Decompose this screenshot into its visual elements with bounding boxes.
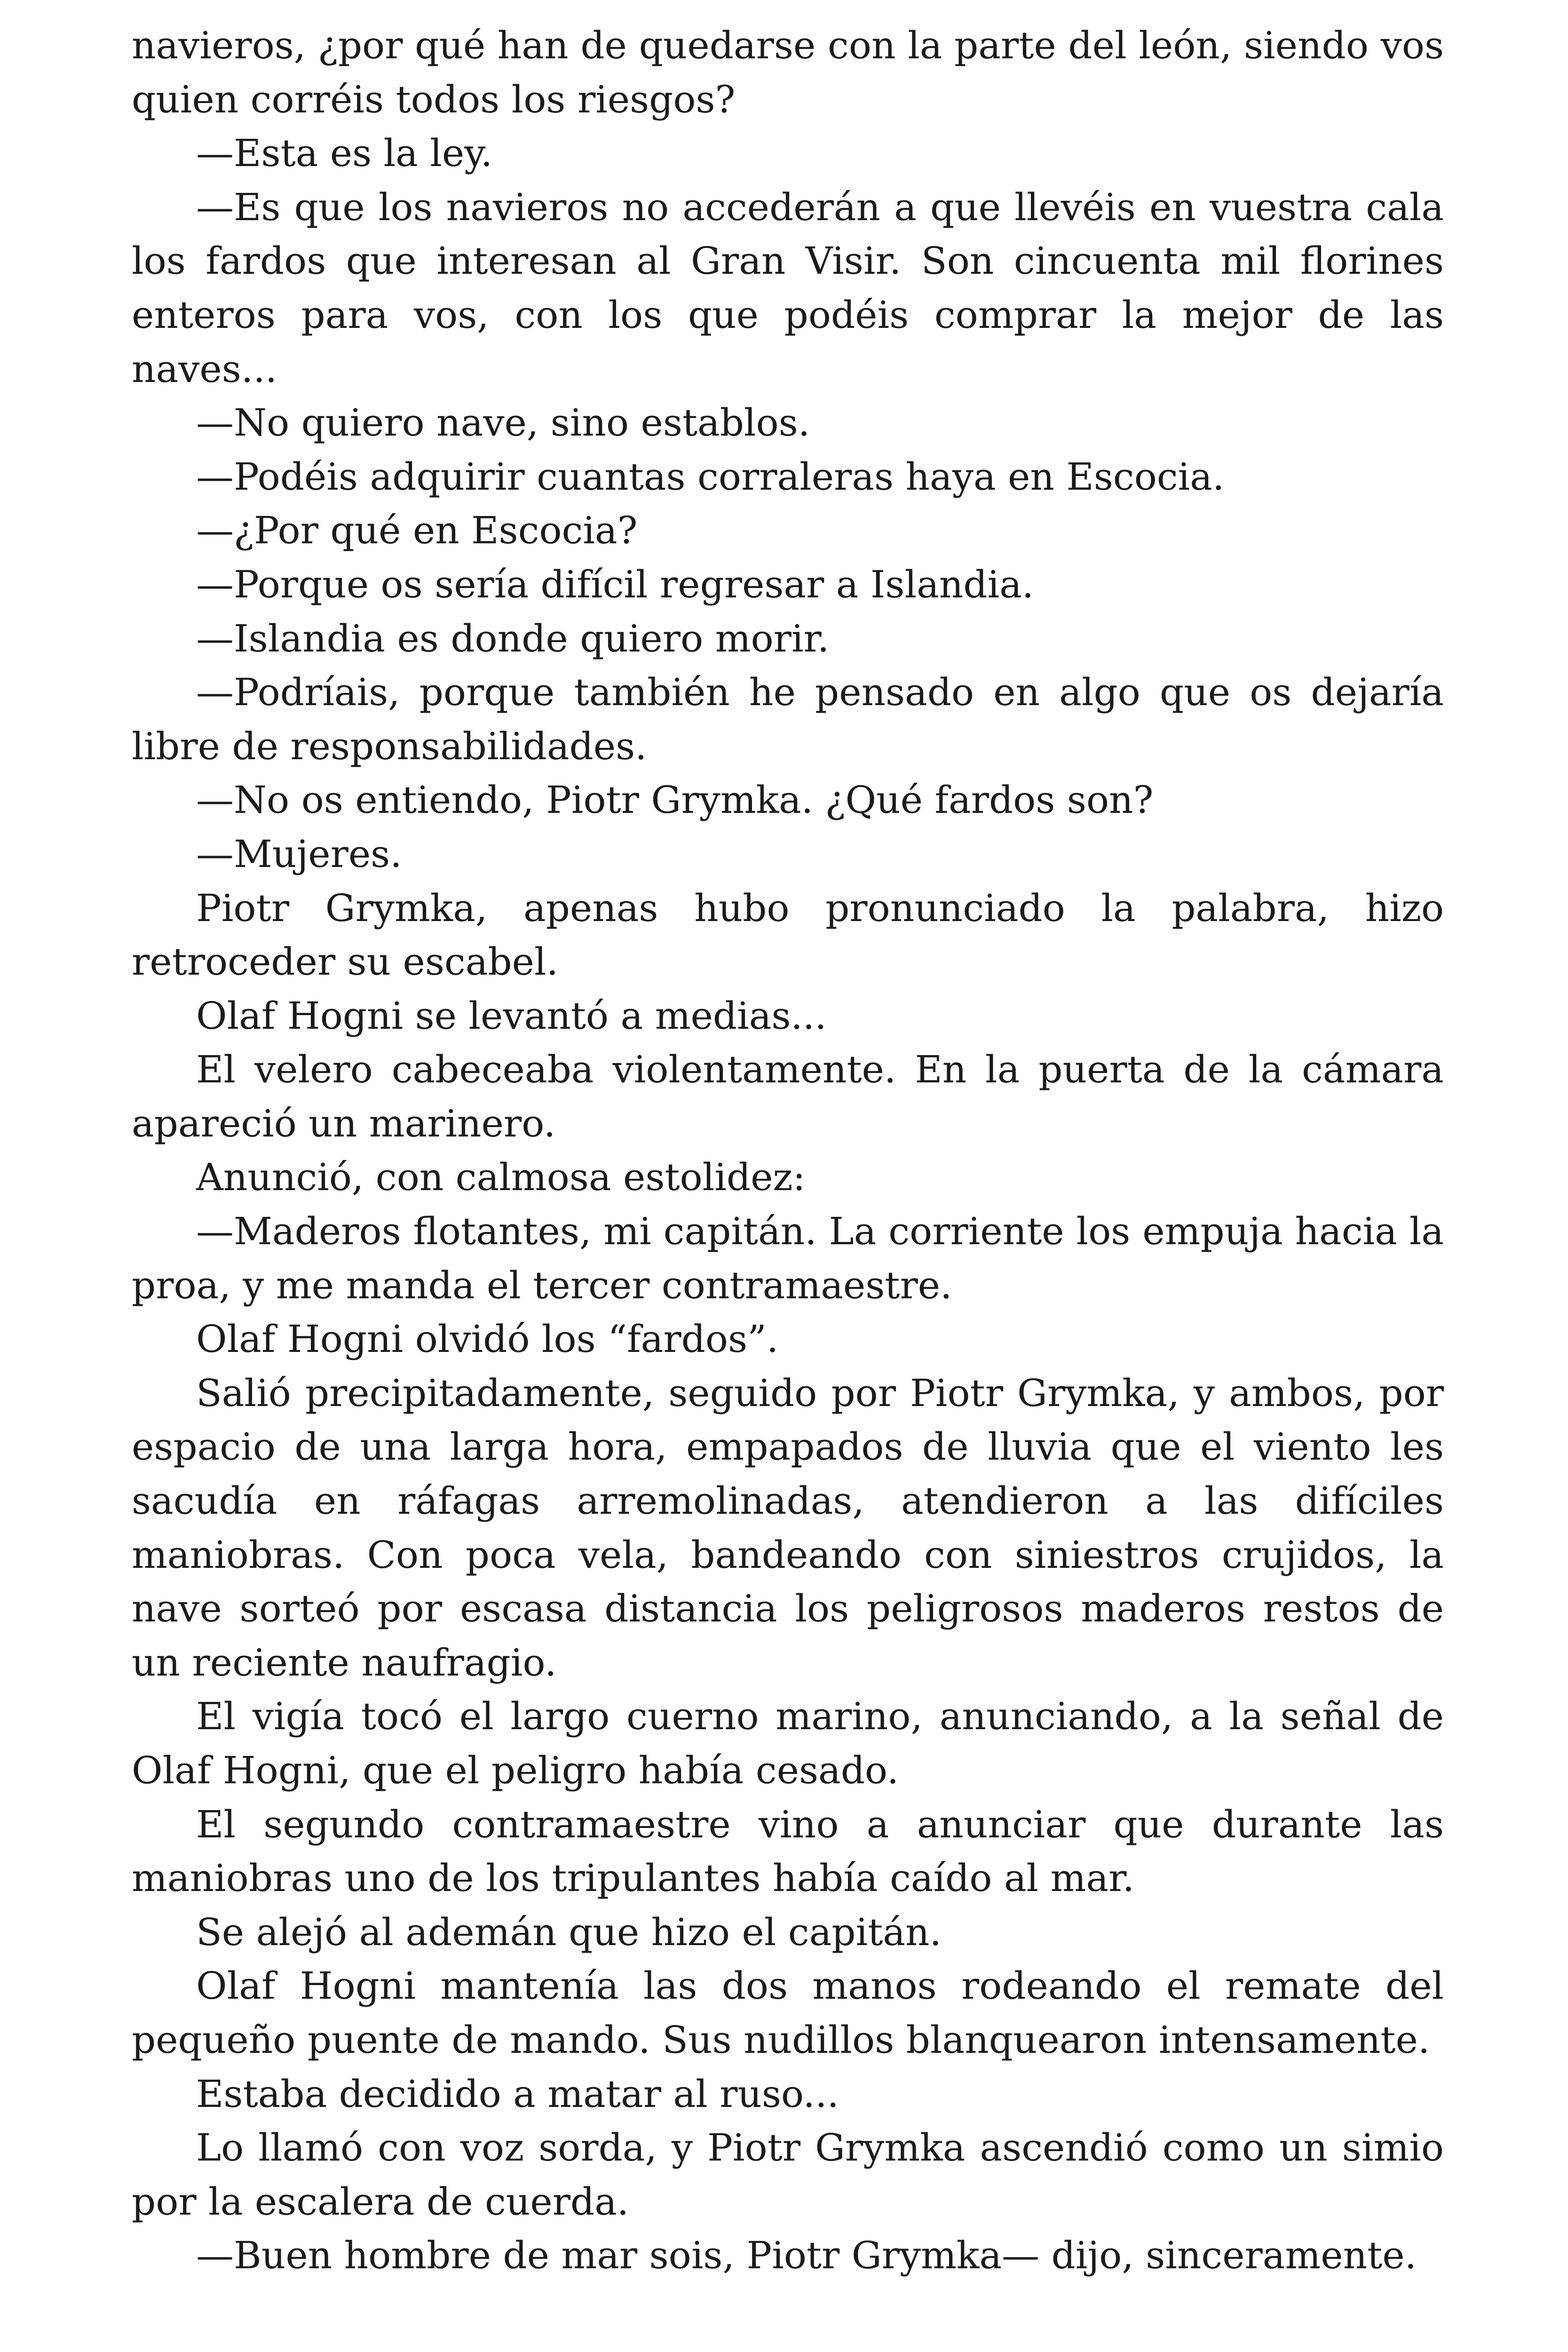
- paragraph: Salió precipitadamente, seguido por Piotr Grymka, y ambos, por espacio de una larga hora, empapados de lluvia que el viento les sacudía en ráfagas arremolinadas, atendieron a las difíciles maniobras. Con poca vela, bandeando con siniestros crujidos, la nave sorteó por escasa distancia los peligrosos maderos restos de un reciente naufragio.: [132, 1371, 1444, 1685]
- paragraph: —Es que los navieros no accederán a que llevéis en vuestra cala los fardos que interesan al Gran Visir. Son cincuenta mil florines enteros para vos, con los que podéis comprar la mejor de las naves...: [132, 185, 1444, 391]
- paragraph-continuation: navieros, ¿por qué han de quedarse con la parte del león, siendo vos quien corréis todos los riesgos?: [132, 24, 1444, 121]
- paragraph: Olaf Hogni olvidó los “fardos”.: [196, 1317, 779, 1361]
- paragraph: Se alejó al ademán que hizo el capitán.: [196, 1910, 942, 1954]
- paragraph: Piotr Grymka, apenas hubo pronunciado la palabra, hizo retroceder su escabel.: [132, 886, 1444, 984]
- paragraph: —No os entiendo, Piotr Grymka. ¿Qué fardos son?: [196, 778, 1154, 822]
- paragraph: Olaf Hogni mantenía las dos manos rodeando el remate del pequeño puente de mando. Sus nudillos blanquearon intensamente.: [132, 1964, 1444, 2062]
- paragraph: —Porque os sería difícil regresar a Islandia.: [196, 562, 1034, 606]
- paragraph: —Mujeres.: [196, 832, 402, 876]
- paragraph: El vigía tocó el largo cuerno marino, anunciando, a la señal de Olaf Hogni, que el peligro había cesado.: [132, 1694, 1444, 1792]
- paragraph: El velero cabeceaba violentamente. En la puerta de la cámara apareció un marinero.: [132, 1048, 1444, 1145]
- paragraph: El segundo contramaestre vino a anunciar que durante las maniobras uno de los tripulantes había caído al mar.: [132, 1802, 1444, 1900]
- paragraph: Estaba decidido a matar al ruso...: [196, 2072, 839, 2116]
- paragraph: —¿Por qué en Escocia?: [196, 509, 638, 553]
- paragraph: Lo llamó con voz sorda, y Piotr Grymka ascendió como un simio por la escalera de cuerda.: [132, 2126, 1444, 2224]
- paragraph: —Islandia es donde quiero morir.: [196, 616, 830, 660]
- page-text: [132, 19, 1444, 2352]
- paragraph: —Esta es la ley.: [196, 131, 493, 175]
- paragraph: —No quiero nave, sino establos.: [196, 401, 810, 445]
- paragraph: —Buen hombre de mar sois, Piotr Grymka— dijo, sinceramente.: [196, 2233, 1417, 2278]
- paragraph: —Podríais, porque también he pensado en algo que os dejaría libre de responsabilidades.: [132, 670, 1444, 768]
- paragraph: Anunció, con calmosa estolidez:: [196, 1155, 806, 1200]
- paragraph: Olaf Hogni se levantó a medias...: [196, 993, 827, 1038]
- paragraph: —Podéis adquirir cuantas corraleras haya en Escocia.: [196, 454, 1225, 499]
- paragraph: —Maderos flotantes, mi capitán. La corriente los empuja hacia la proa, y me manda el tercer contramaestre.: [132, 1209, 1444, 1307]
